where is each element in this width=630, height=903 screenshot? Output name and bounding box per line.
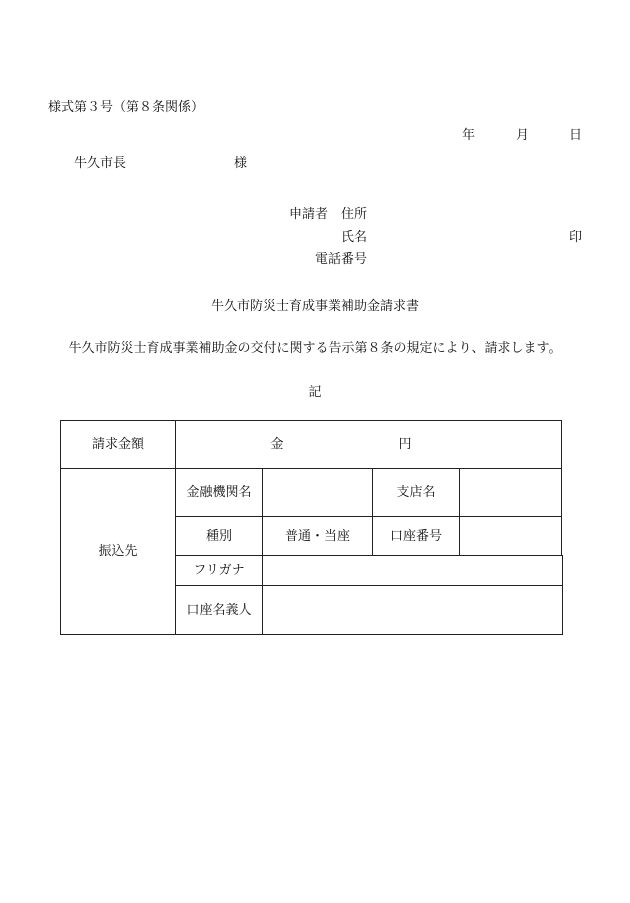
applicant-name-label: 氏名 xyxy=(341,230,368,245)
ki-label: 記 xyxy=(308,385,322,400)
date-day-label: 日 xyxy=(569,128,583,143)
addressee-name: 牛久市長 xyxy=(74,156,127,171)
account-number-value[interactable] xyxy=(460,517,561,555)
amount-unit: 円 xyxy=(398,437,412,452)
furigana-label: フリガナ xyxy=(193,563,245,578)
bank-value[interactable] xyxy=(263,469,372,516)
applicant-phone-label: 電話番号 xyxy=(315,252,368,267)
table-line xyxy=(60,634,563,635)
type-value: 普通・当座 xyxy=(284,528,350,544)
transfer-label: 振込先 xyxy=(98,544,138,559)
seal-mark: 印 xyxy=(569,230,583,245)
addressee-honorific: 様 xyxy=(234,156,248,171)
branch-label: 支店名 xyxy=(396,485,436,500)
account-holder-value[interactable] xyxy=(263,586,562,634)
type-label: 種別 xyxy=(205,528,232,544)
date-year-label: 年 xyxy=(462,128,476,143)
date-month-label: 月 xyxy=(516,128,530,143)
account-holder-label: 口座名義人 xyxy=(186,602,252,618)
bank-label: 金融機関名 xyxy=(186,485,252,500)
amount-label: 請求金額 xyxy=(91,437,144,452)
form-number: 様式第３号（第８条関係） xyxy=(48,100,205,115)
document-title: 牛久市防災士育成事業補助金請求書 xyxy=(210,299,419,314)
branch-value[interactable] xyxy=(460,469,561,516)
applicant-address-label: 住所 xyxy=(341,207,368,222)
body-text: 牛久市防災士育成事業補助金の交付に関する告示第８条の規定により、請求します。 xyxy=(68,341,562,356)
amount-prefix: 金 xyxy=(270,437,284,452)
table-line xyxy=(562,555,563,635)
table-line xyxy=(561,420,562,556)
furigana-value[interactable] xyxy=(263,556,562,585)
applicant-label: 申請者 xyxy=(289,207,329,222)
account-number-label: 口座番号 xyxy=(389,528,442,544)
